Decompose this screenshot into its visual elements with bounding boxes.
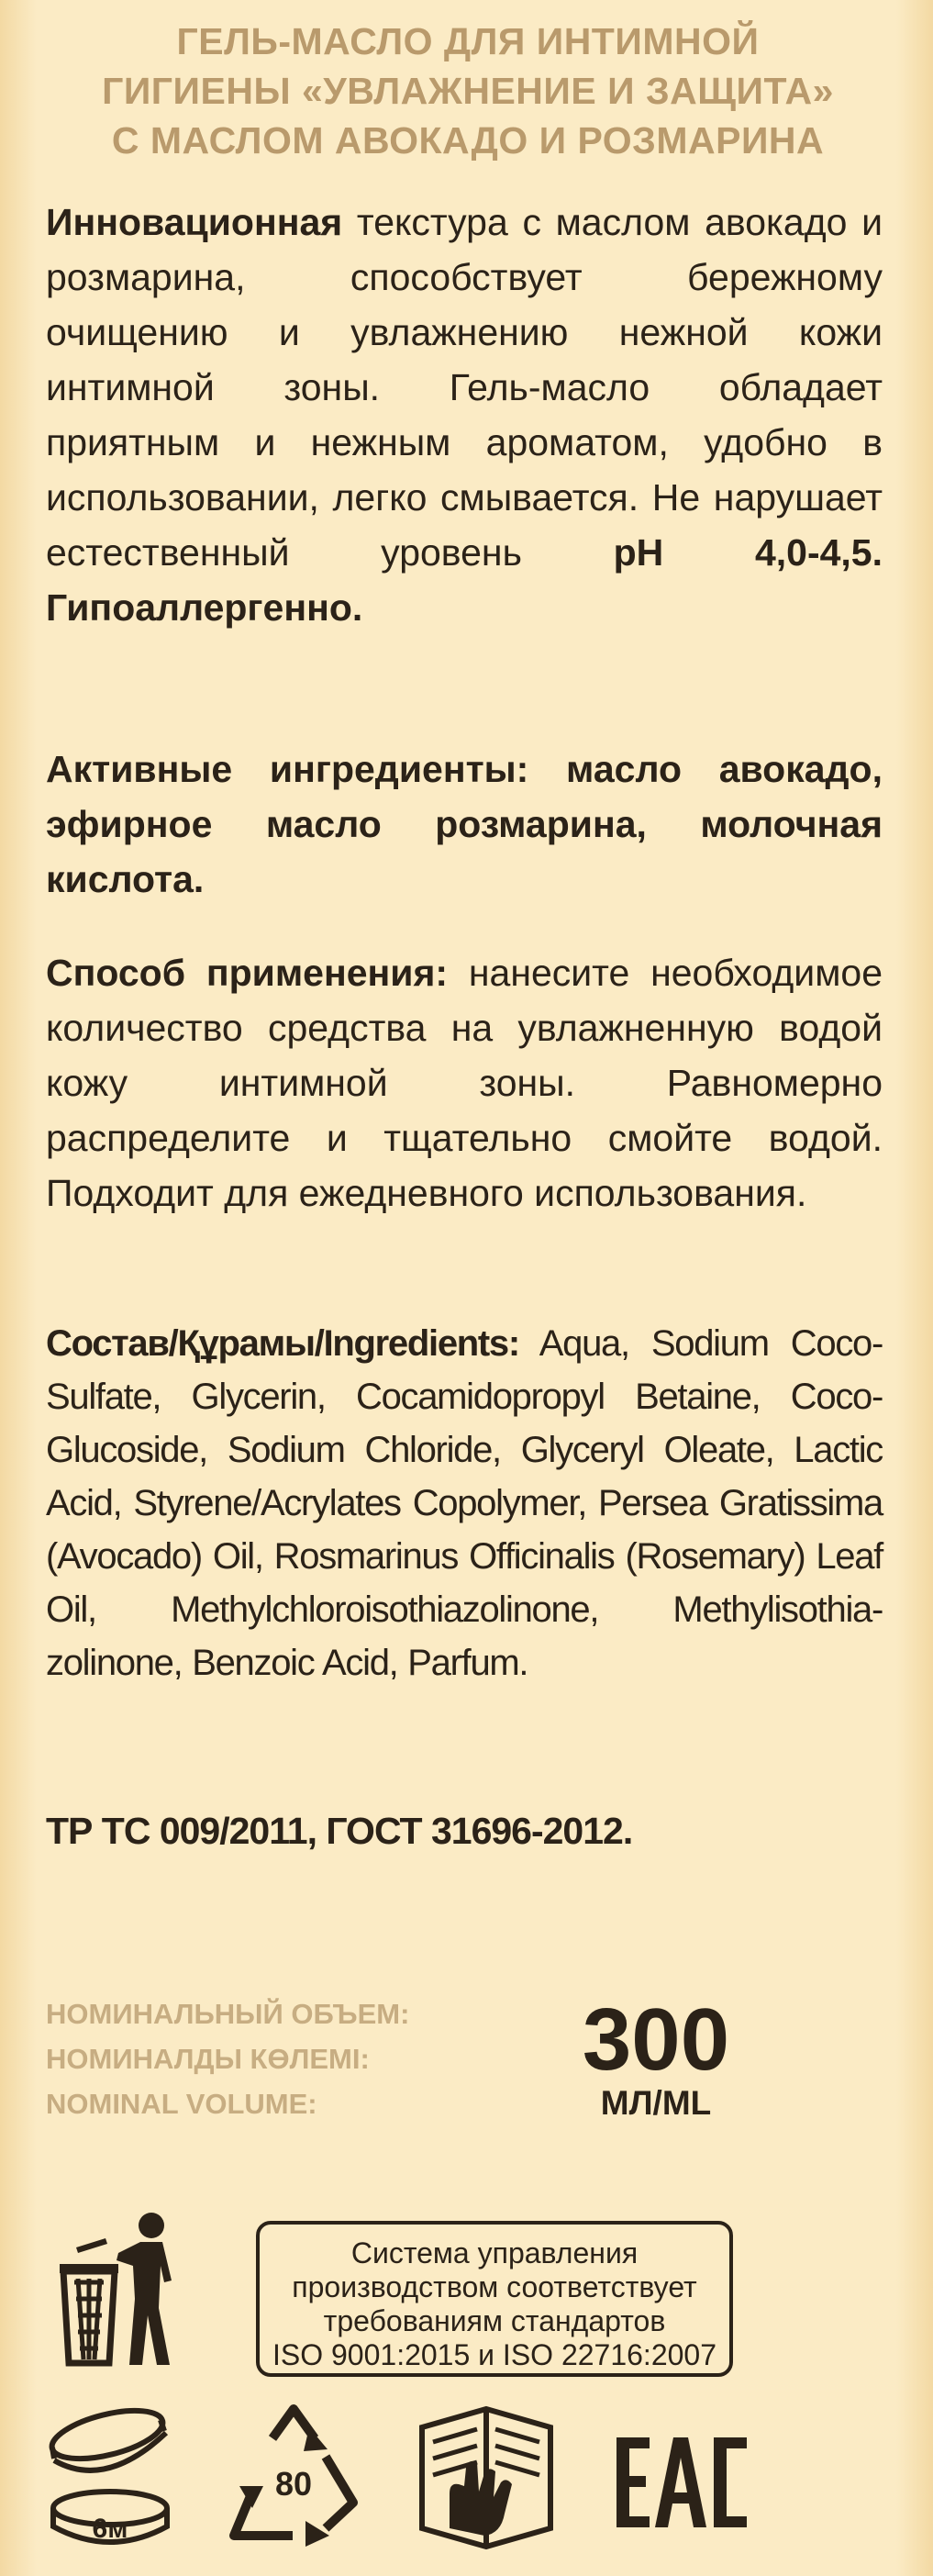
title-line-3: С МАСЛОМ АВОКАДО И РОЗМАРИНА <box>111 119 825 162</box>
cert-line-4: ISO 9001:2015 и ISO 22716:2007 <box>272 2338 716 2371</box>
read-instructions-icon <box>413 2391 560 2551</box>
composition-paragraph <box>46 1317 883 1689</box>
recycle-code: 80 <box>274 2465 313 2503</box>
cert-line-1: Система управления <box>350 2236 639 2269</box>
cert-line-2: производством соответствует <box>292 2270 697 2303</box>
description-body: текстура с маслом авокадо и розмарина, способствует бережному очищению и увлажнению нежной кожи интимной зоны. Гель-масло обладает приятным и нежным ароматом, удобно в использовании, легко смывается. Не нарушает естественный уровень <box>46 201 883 574</box>
active-ingredients-label: Активные ингредиенты: <box>46 748 529 790</box>
product-title <box>28 17 908 165</box>
recycle-icon <box>216 2400 372 2547</box>
volume-labels <box>46 1991 409 2126</box>
eac-mark-icon <box>613 2432 750 2533</box>
pao-label: 6м <box>92 2514 128 2544</box>
volume-value: 300 <box>582 1991 730 2089</box>
active-ingredients-paragraph <box>46 742 883 907</box>
certification-box <box>256 2221 733 2377</box>
open-jar-icon <box>41 2400 183 2551</box>
tidyman-icon <box>50 2207 188 2368</box>
volume-unit: МЛ/ML <box>600 2084 712 2122</box>
volume-label-ru: НОМИНАЛЬНЫЙ ОБЪЕМ: <box>46 1998 410 2030</box>
description-paragraph <box>46 195 883 635</box>
title-line-2: ГИГИЕНЫ «УВЛАЖНЕНИЕ И ЗАЩИТА» <box>102 70 834 112</box>
active-ingredients-text: масло авокадо, эфирное масло розмарина, молочная кислота. <box>46 748 883 900</box>
usage-paragraph <box>46 945 883 1221</box>
description-lead: Инновационная <box>46 201 343 243</box>
usage-label: Способ применения: <box>46 952 449 994</box>
volume-label-kz: НОМИНАЛДЫ КӨЛЕМІ: <box>46 2043 370 2075</box>
usage-text: нанесите необходимое количество средства на увлажненную водой кожу интимной зоны. Равномерно распределите и тщательно смойте водой. Подходит для ежедневного использования. <box>46 952 883 1214</box>
composition-text: Aqua, Sodium Coco-Sulfate, Glycerin, Cocamidopropyl Betaine, Coco-Glucoside, Sodium Chloride, Glyceryl Oleate, Lactic Acid, Styrene/Acrylates Copolymer, Persea Gratissima (Avocado) Oil, Rosmarinus Officinalis (Rosemary) Leaf Oil, Methylchloroisothiazolinone, Methylisothia-zolinone, Benzoic Acid, Parfum. <box>46 1323 883 1683</box>
volume-label-en: NOMINAL VOLUME: <box>46 2088 317 2120</box>
title-line-1: ГЕЛЬ-МАСЛО ДЛЯ ИНТИМНОЙ <box>176 20 760 62</box>
cert-line-3: требованиям стандартов <box>323 2304 666 2337</box>
description-tail: pH 4,0-4,5. Гипоаллергенно. <box>46 531 883 629</box>
composition-label: Состав/Құрамы/Ingredients: <box>46 1323 519 1364</box>
standards-text: ТР ТС 009/2011, ГОСТ 31696-2012. <box>46 1810 633 1852</box>
